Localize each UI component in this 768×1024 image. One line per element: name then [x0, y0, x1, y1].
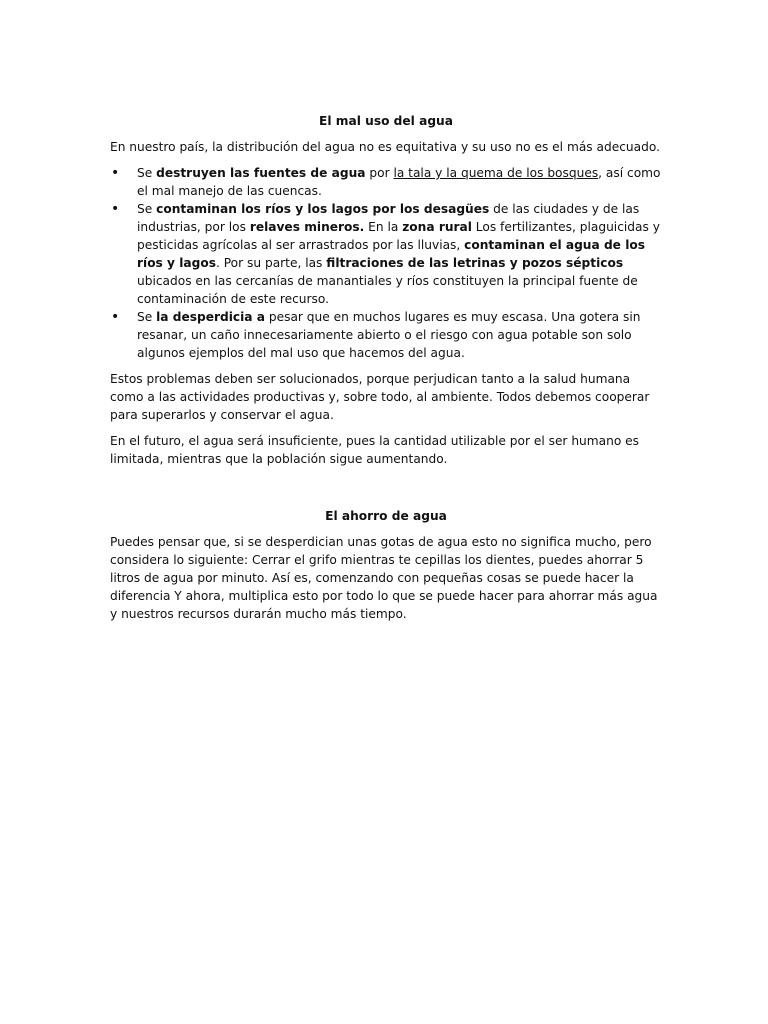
bold-text: contaminan los ríos y los lagos por los desagües: [156, 202, 490, 216]
bullet-icon: •: [111, 201, 120, 217]
section-spacer: [110, 476, 662, 507]
bullet-item-destruyen: • Se destruyen las fuentes de agua por la tala y la quema de los bosques, así como el mal manejo de las cuencas.: [111, 165, 661, 198]
bold-text: destruyen las fuentes de agua: [156, 166, 366, 180]
bold-text: contaminan el agua de los ríos y lagos: [137, 238, 645, 270]
bullet-item-desperdicia: • Se la desperdicia a pesar que en muchos lugares es muy escasa. Una gotera sin resanar, un caño innecesariamente abierto o el riesgo con agua potable son solo algunos ejemplos del mal uso que hacemos del agua.: [111, 309, 641, 360]
document-page: [110, 112, 662, 631]
bullet-item-contaminan: • Se contaminan los ríos y los lagos por los desagües de las ciudades y de las industrias, por los relaves mineros. En la zona rural Los fertilizantes, plaguicidas y pesticidas agrícolas al ser arrastrados por las lluvias, contaminan el agua de los ríos y lagos. Por su parte, las filtraciones de las letrinas y pozos sépticos ubicados en las cercanías de manantiales y ríos constituyen la principal fuente de contaminación de este recurso.: [111, 201, 660, 306]
bold-text: relaves mineros.: [249, 220, 365, 234]
bullet-icon: •: [111, 309, 120, 325]
bold-text: la desperdicia a: [156, 310, 265, 324]
paragraph-futuro: En el futuro, el agua será insuficiente, pues la cantidad utilizable por el ser humano es limitada, mientras que la población sigue aumentando.: [110, 434, 640, 466]
bullet-icon: •: [111, 165, 120, 181]
paragraph-ahorro: Puedes pensar que, si se desperdician unas gotas de agua esto no significa mucho, pero considera lo siguiente: Cerrar el grifo mientras te cepillas los dientes, puedes ahorrar 5 litros de agua por minuto. Así es, comenzando con pequeñas cosas se puede hacer la diferencia Y ahora, multiplica esto por todo lo que se puede hacer para ahorrar más agua y nuestros recursos durarán mucho más tiempo.: [110, 535, 658, 621]
section-title-mal-uso: El mal uso del agua: [319, 114, 453, 128]
bullet-list: [110, 164, 662, 362]
paragraph-problemas: Estos problemas deben ser solucionados, porque perjudican tanto a la salud humana como a las actividades productivas y, sobre todo, al ambiente. Todos debemos cooperar para superarlos y conservar el agua.: [110, 372, 650, 422]
section-title-ahorro: El ahorro de agua: [325, 509, 447, 523]
intro-paragraph: En nuestro país, la distribución del agua no es equitativa y su uso no es el más adecuado.: [110, 140, 660, 154]
underlined-text: la tala y la quema de los bosques: [393, 166, 599, 180]
bold-text: zona rural: [402, 220, 472, 234]
bold-text: filtraciones de las letrinas y pozos sépticos: [326, 256, 624, 270]
